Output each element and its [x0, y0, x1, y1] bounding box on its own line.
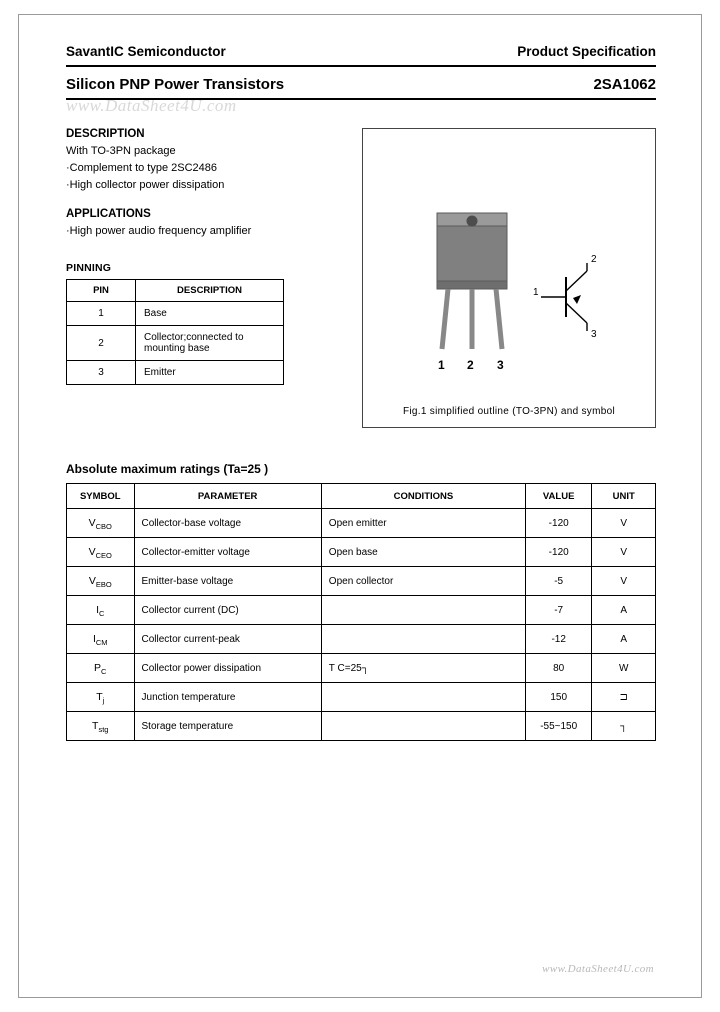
pin-number: 2 — [67, 326, 136, 361]
ratings-conditions: Open emitter — [321, 509, 525, 538]
symbol-base: T — [96, 691, 103, 703]
pin-description: Collector;connected to mounting base — [136, 326, 284, 361]
figure-box — [362, 128, 656, 428]
ratings-parameter: Collector current (DC) — [134, 596, 321, 625]
ratings-value: -12 — [526, 625, 592, 654]
table-row — [67, 712, 656, 741]
symbol-pin-3: 3 — [591, 329, 597, 340]
pinning-header-row — [67, 280, 284, 302]
symbol-subscript: C — [99, 608, 105, 618]
figure-caption: Fig.1 simplified outline (TO-3PN) and symbol — [403, 406, 615, 417]
ratings-unit: V — [592, 538, 656, 567]
ratings-value: -120 — [526, 509, 592, 538]
description-item-2: ·High collector power dissipation — [66, 179, 225, 192]
footer-watermark: www.DataSheet4U.com — [542, 963, 654, 975]
ratings-col-symbol: SYMBOL — [67, 484, 135, 509]
ratings-parameter: Collector-emitter voltage — [134, 538, 321, 567]
ratings-symbol — [67, 509, 135, 538]
table-row — [67, 625, 656, 654]
pinning-heading: PINNING — [66, 262, 112, 275]
ratings-value: -5 — [526, 567, 592, 596]
page-content — [66, 44, 656, 741]
ratings-value: 80 — [526, 654, 592, 683]
header-divider — [66, 65, 656, 67]
ratings-unit: ┐ — [592, 712, 656, 741]
applications-item-0: ·High power audio frequency amplifier — [66, 225, 252, 238]
ratings-conditions — [321, 683, 525, 712]
symbol-base: T — [92, 720, 99, 732]
table-row — [67, 567, 656, 596]
ratings-unit: W — [592, 654, 656, 683]
symbol-base: V — [88, 575, 96, 587]
description-heading: DESCRIPTION — [66, 128, 145, 140]
document-title-row — [66, 76, 656, 98]
ratings-parameter: Collector current-peak — [134, 625, 321, 654]
ratings-conditions — [321, 596, 525, 625]
pin-description: Emitter — [136, 361, 284, 385]
ratings-conditions — [321, 712, 525, 741]
ratings-header-row — [67, 484, 656, 509]
ratings-col-conditions: CONDITIONS — [321, 484, 525, 509]
left-column — [66, 128, 356, 428]
ratings-unit: A — [592, 625, 656, 654]
symbol-base: V — [88, 517, 96, 529]
pinning-table — [66, 279, 284, 385]
ratings-unit: V — [592, 509, 656, 538]
ratings-value: -7 — [526, 596, 592, 625]
company-name: SavantIC Semiconductor — [66, 44, 226, 59]
symbol-pin-1: 1 — [533, 287, 539, 298]
ratings-value: 150 — [526, 683, 592, 712]
watermark-top: www.DataSheet4U.com — [66, 96, 237, 115]
title-divider — [66, 98, 656, 100]
body-area — [66, 128, 656, 428]
pin-description: Base — [136, 302, 284, 326]
pinning-col-description: DESCRIPTION — [136, 280, 284, 302]
ratings-conditions: Open base — [321, 538, 525, 567]
symbol-base: P — [94, 662, 102, 674]
table-row — [67, 683, 656, 712]
document-type: Product Specification — [517, 44, 656, 59]
ratings-col-value: VALUE — [526, 484, 592, 509]
ratings-parameter: Storage temperature — [134, 712, 321, 741]
ratings-unit: ⊐ — [592, 683, 656, 712]
ratings-conditions: Open collector — [321, 567, 525, 596]
description-item-1: ·Complement to type 2SC2486 — [66, 162, 218, 175]
symbol-subscript: j — [102, 695, 105, 705]
package-outline-drawing — [363, 129, 657, 429]
table-row — [67, 326, 284, 361]
ratings-symbol — [67, 654, 135, 683]
ratings-parameter: Emitter-base voltage — [134, 567, 321, 596]
symbol-subscript: CBO — [95, 521, 112, 531]
ratings-symbol — [67, 712, 135, 741]
ratings-parameter: Junction temperature — [134, 683, 321, 712]
absolute-maximum-ratings-table — [66, 483, 656, 741]
symbol-subscript: EBO — [95, 579, 112, 589]
symbol-base: I — [92, 633, 96, 645]
symbol-subscript: CM — [95, 637, 108, 647]
table-row — [67, 538, 656, 567]
pin-number: 3 — [67, 361, 136, 385]
ratings-value: -120 — [526, 538, 592, 567]
ratings-symbol — [67, 596, 135, 625]
ratings-unit: V — [592, 567, 656, 596]
table-row — [67, 361, 284, 385]
part-number: 2SA1062 — [593, 76, 656, 93]
ratings-heading: Absolute maximum ratings (Ta=25 ) — [66, 462, 269, 476]
symbol-subscript: CEO — [95, 550, 112, 560]
description-item-0: With TO-3PN package — [66, 145, 176, 157]
pinning-col-pin: PIN — [67, 280, 136, 302]
page-title: Silicon PNP Power Transistors — [66, 76, 285, 93]
table-row — [67, 596, 656, 625]
table-row — [67, 509, 656, 538]
ratings-symbol — [67, 538, 135, 567]
table-row — [67, 302, 284, 326]
symbol-base: I — [96, 604, 99, 616]
fig-pin-2: 2 — [467, 358, 474, 372]
fig-pin-3: 3 — [497, 358, 504, 372]
ratings-value: -55~150 — [526, 712, 592, 741]
ratings-unit: A — [592, 596, 656, 625]
ratings-symbol — [67, 625, 135, 654]
ratings-parameter: Collector power dissipation — [134, 654, 321, 683]
ratings-parameter: Collector-base voltage — [134, 509, 321, 538]
ratings-conditions: T C=25┐ — [321, 654, 525, 683]
document-header — [66, 44, 656, 65]
symbol-pin-2: 2 — [591, 254, 597, 265]
ratings-col-unit: UNIT — [592, 484, 656, 509]
symbol-subscript: stg — [98, 724, 109, 734]
symbol-base: V — [88, 546, 96, 558]
symbol-subscript: C — [101, 666, 107, 676]
applications-heading: APPLICATIONS — [66, 208, 151, 221]
ratings-conditions — [321, 625, 525, 654]
ratings-col-parameter: PARAMETER — [134, 484, 321, 509]
pin-number: 1 — [67, 302, 136, 326]
fig-pin-1: 1 — [438, 358, 445, 372]
ratings-symbol — [67, 683, 135, 712]
table-row — [67, 654, 656, 683]
ratings-symbol — [67, 567, 135, 596]
